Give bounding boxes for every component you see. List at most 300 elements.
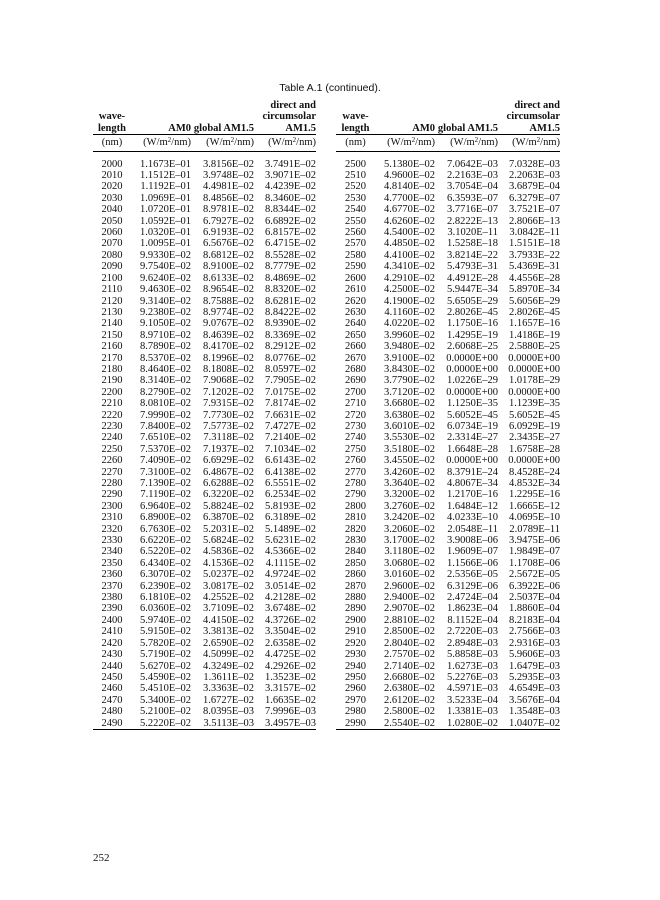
cell-wavelength: 2740 xyxy=(345,432,366,444)
cell-global: 1.6727E–02 xyxy=(202,694,254,706)
cell-direct: 4.4725E–02 xyxy=(264,649,316,661)
data-table-left xyxy=(93,100,316,730)
table-row xyxy=(336,387,560,398)
table-row xyxy=(93,398,316,409)
cell-wavelength: 2380 xyxy=(101,592,123,604)
cell-direct: 1.1239E–35 xyxy=(508,398,560,410)
cell-direct: 1.6665E–12 xyxy=(508,500,560,512)
cell-wavelength: 2210 xyxy=(101,398,123,410)
cell-wavelength: 2980 xyxy=(345,706,366,718)
cell-am0: 6.2390E–02 xyxy=(139,580,191,592)
cell-global: 8.7588E–02 xyxy=(202,295,254,307)
cell-direct: 2.5880E–25 xyxy=(508,341,560,353)
table-row xyxy=(336,478,560,489)
unit-direct: $(W/m^2/nm)$ xyxy=(254,135,316,151)
cell-global: 3.5233E–04 xyxy=(446,694,498,706)
cell-wavelength: 2690 xyxy=(345,375,366,387)
table-row xyxy=(336,626,560,637)
cell-wavelength: 2000 xyxy=(101,158,123,170)
cell-am0: 2.6680E–02 xyxy=(383,671,435,683)
cell-direct: 5.4369E–31 xyxy=(508,261,560,273)
cell-global: 1.1566E–06 xyxy=(446,557,498,569)
cell-global: 6.3129E–06 xyxy=(446,580,498,592)
cell-global: 8.1808E–02 xyxy=(202,363,254,375)
cell-am0: 6.9640E–02 xyxy=(139,500,191,512)
table-row xyxy=(93,603,316,614)
cell-direct: 2.5672E–05 xyxy=(508,569,560,581)
cell-global: 1.3381E–03 xyxy=(446,706,498,718)
cell-global: 7.0642E–03 xyxy=(446,158,498,170)
cell-direct: 6.2534E–02 xyxy=(264,489,316,501)
cell-global: 1.1750E–16 xyxy=(446,318,498,330)
cell-wavelength: 2550 xyxy=(345,215,366,227)
cell-wavelength: 2580 xyxy=(345,249,366,261)
cell-wavelength: 2240 xyxy=(101,432,123,444)
cell-global: 2.6068E–25 xyxy=(446,341,498,353)
cell-global: 1.6648E–28 xyxy=(446,443,498,455)
col-header-direct xyxy=(254,100,316,135)
cell-direct: 4.4239E–02 xyxy=(264,181,316,193)
cell-am0: 7.8400E–02 xyxy=(139,420,191,432)
cell-direct: 3.9475E–06 xyxy=(508,535,560,547)
cell-global: 1.2170E–16 xyxy=(446,489,498,501)
table-row xyxy=(93,261,316,272)
table-row xyxy=(93,718,316,730)
cell-direct: 1.6758E–28 xyxy=(508,443,560,455)
table-row xyxy=(93,638,316,649)
cell-wavelength: 2590 xyxy=(345,261,366,273)
units-row xyxy=(93,135,316,151)
cell-am0: 2.8040E–02 xyxy=(383,637,435,649)
cell-am0: 7.6510E–02 xyxy=(139,432,191,444)
col-header-am0: AM0 xyxy=(412,122,435,134)
cell-direct: 7.9996E–03 xyxy=(264,706,316,718)
cell-wavelength: 2070 xyxy=(101,238,123,250)
cell-wavelength: 2500 xyxy=(345,158,366,170)
table-row xyxy=(93,581,316,592)
cell-global: 5.6052E–45 xyxy=(446,409,498,421)
cell-am0: 7.5370E–02 xyxy=(139,443,191,455)
left-table-body xyxy=(93,159,316,730)
cell-am0: 1.0720E–01 xyxy=(139,204,191,216)
cell-direct: 1.0178E–29 xyxy=(508,375,560,387)
cell-direct: 8.9390E–02 xyxy=(264,318,316,330)
cell-wavelength: 2990 xyxy=(336,718,373,730)
cell-global: 3.5113E–03 xyxy=(191,718,254,730)
cell-direct: 6.5551E–02 xyxy=(264,478,316,489)
cell-wavelength: 2510 xyxy=(345,170,366,182)
cell-wavelength: 2190 xyxy=(101,375,123,387)
cell-am0: 3.6010E–02 xyxy=(383,420,435,432)
cell-global: 5.8858E–03 xyxy=(446,649,498,661)
cell-global: 6.9193E–02 xyxy=(202,227,254,239)
cell-wavelength: 2620 xyxy=(345,295,366,307)
table-row xyxy=(336,558,560,569)
table-row xyxy=(93,546,316,557)
cell-am0: 2.9070E–02 xyxy=(383,603,435,615)
table-row xyxy=(336,706,560,717)
cell-wavelength: 2870 xyxy=(345,580,366,592)
cell-global: 4.1536E–02 xyxy=(202,557,254,569)
cell-direct: 2.7566E–03 xyxy=(508,626,560,638)
table-row xyxy=(336,227,560,238)
cell-wavelength: 2350 xyxy=(101,557,123,569)
cell-am0: 3.9480E–02 xyxy=(383,341,435,353)
cell-wavelength: 2530 xyxy=(345,192,366,204)
cell-direct: 3.7933E–22 xyxy=(508,249,560,261)
cell-direct: 0.0000E+00 xyxy=(508,386,560,398)
cell-am0: 3.9100E–02 xyxy=(383,352,435,364)
cell-am0: 4.1900E–02 xyxy=(383,295,435,307)
table-row xyxy=(93,444,316,455)
cell-direct: 8.4869E–02 xyxy=(264,272,316,284)
cell-global: 5.4793E–31 xyxy=(446,261,498,273)
table-row xyxy=(336,250,560,261)
cell-direct: 6.6892E–02 xyxy=(264,215,316,227)
cell-direct: 5.6052E–45 xyxy=(508,409,560,421)
cell-direct: 4.1115E–02 xyxy=(265,557,316,569)
table-row xyxy=(336,603,560,614)
cell-wavelength: 2370 xyxy=(101,580,123,592)
cell-global: 1.5258E–18 xyxy=(446,238,498,250)
table-row xyxy=(336,341,560,352)
right-table-body xyxy=(336,159,560,730)
cell-am0: 8.3140E–02 xyxy=(139,375,191,387)
cell-direct: 7.8174E–02 xyxy=(264,398,316,410)
cell-am0: 8.5370E–02 xyxy=(139,352,191,364)
table-row xyxy=(93,478,316,489)
cell-direct: 5.6231E–02 xyxy=(264,535,316,547)
table-row xyxy=(336,592,560,603)
cell-am0: 2.7140E–02 xyxy=(383,660,435,672)
cell-global: 7.5773E–02 xyxy=(202,420,254,432)
cell-global: 1.0280E–02 xyxy=(435,718,498,730)
cell-direct: 8.7779E–02 xyxy=(264,261,316,273)
cell-wavelength: 2340 xyxy=(101,546,123,558)
cell-wavelength: 2630 xyxy=(345,306,366,318)
cell-global: 8.1996E–02 xyxy=(202,352,254,364)
wavelength-header-line1: wave- xyxy=(98,111,126,123)
cell-am0: 3.3640E–02 xyxy=(383,478,435,489)
cell-direct: 1.0407E–02 xyxy=(498,718,560,730)
cell-wavelength: 2600 xyxy=(345,272,366,284)
cell-am0: 3.7120E–02 xyxy=(383,386,435,398)
table-row xyxy=(336,661,560,672)
cell-wavelength: 2850 xyxy=(345,557,366,569)
cell-direct: 8.8422E–02 xyxy=(264,306,316,318)
cell-wavelength: 2300 xyxy=(101,500,123,512)
cell-wavelength: 2050 xyxy=(101,215,123,227)
cell-direct: 6.3189E–02 xyxy=(264,512,316,524)
direct-header-line1: direct and xyxy=(514,100,560,111)
cell-am0: 3.4550E–02 xyxy=(383,455,435,467)
table-caption: Table A.1 (continued). xyxy=(279,82,381,94)
cell-am0: 8.0810E–02 xyxy=(139,398,191,410)
table-row xyxy=(93,170,316,181)
cell-wavelength: 2810 xyxy=(345,512,366,524)
cell-am0: 7.3100E–02 xyxy=(139,466,191,478)
table-row xyxy=(93,626,316,637)
cell-global: 1.4295E–19 xyxy=(446,329,498,341)
table-row xyxy=(93,535,316,546)
cell-direct: 6.6143E–02 xyxy=(264,455,316,467)
cell-am0: 1.0095E–01 xyxy=(139,238,191,250)
table-row xyxy=(336,261,560,272)
table-row xyxy=(93,216,316,227)
cell-global: 3.3813E–02 xyxy=(202,626,254,638)
cell-wavelength: 2570 xyxy=(345,238,366,250)
cell-direct: 4.9724E–02 xyxy=(264,569,316,581)
cell-am0: 7.1190E–02 xyxy=(140,489,191,501)
table-row xyxy=(93,489,316,500)
cell-global: 4.5836E–02 xyxy=(202,546,254,558)
col-header-wavelength xyxy=(93,100,129,135)
table-row xyxy=(336,489,560,500)
cell-wavelength: 2770 xyxy=(345,466,366,478)
wavelength-header-line2: length xyxy=(341,122,370,134)
cell-wavelength: 2790 xyxy=(345,489,366,501)
cell-wavelength: 2900 xyxy=(345,614,366,626)
cell-global: 5.9447E–34 xyxy=(446,284,498,296)
cell-direct: 6.4715E–02 xyxy=(264,238,316,250)
page-number: 252 xyxy=(93,852,110,864)
cell-am0: 4.9600E–02 xyxy=(383,170,435,182)
cell-global: 6.3593E–07 xyxy=(446,192,498,204)
table-row xyxy=(336,672,560,683)
table-row xyxy=(336,238,560,249)
table-row xyxy=(93,284,316,295)
cell-direct: 8.2912E–02 xyxy=(264,341,316,353)
table-row xyxy=(336,375,560,386)
cell-am0: 2.6120E–02 xyxy=(383,694,435,706)
cell-global: 2.8948E–03 xyxy=(446,637,498,649)
cell-direct: 4.5366E–02 xyxy=(264,546,316,558)
cell-am0: 1.1512E–01 xyxy=(139,170,191,182)
cell-wavelength: 2320 xyxy=(101,523,123,535)
cell-direct: 4.3726E–02 xyxy=(264,614,316,626)
table-row xyxy=(336,615,560,626)
cell-wavelength: 2020 xyxy=(101,181,123,193)
cell-global: 5.6824E–02 xyxy=(202,535,254,547)
cell-wavelength: 2750 xyxy=(345,443,366,455)
cell-am0: 1.1192E–01 xyxy=(140,181,191,193)
table-row xyxy=(336,512,560,523)
table-row xyxy=(93,273,316,284)
cell-global: 2.8222E–13 xyxy=(446,215,498,227)
cell-wavelength: 2860 xyxy=(345,569,366,581)
cell-direct: 1.6479E–03 xyxy=(508,660,560,672)
cell-global: 4.4912E–28 xyxy=(446,272,498,284)
direct-header-line1: direct and xyxy=(270,100,316,111)
cell-direct: 6.8157E–02 xyxy=(264,227,316,239)
cell-global: 1.0226E–29 xyxy=(446,375,498,387)
cell-am0: 4.8140E–02 xyxy=(383,181,435,193)
unit-wavelength: (nm) xyxy=(93,135,129,151)
cell-am0: 1.0592E–01 xyxy=(139,215,191,227)
cell-wavelength: 2180 xyxy=(101,363,123,375)
cell-wavelength: 2390 xyxy=(101,603,123,615)
cell-global: 8.4639E–02 xyxy=(202,329,254,341)
table-row xyxy=(336,296,560,307)
cell-wavelength: 2130 xyxy=(101,306,123,318)
col-header-am0: AM0 xyxy=(168,122,191,134)
table-row xyxy=(93,706,316,717)
cell-am0: 3.6380E–02 xyxy=(383,409,435,421)
table-row xyxy=(93,569,316,580)
cell-wavelength: 2520 xyxy=(345,181,366,193)
cell-wavelength: 2670 xyxy=(345,352,366,364)
unit-am0: $(W/m^2/nm)$ xyxy=(373,135,435,151)
cell-am0: 2.6380E–02 xyxy=(383,683,435,695)
cell-wavelength: 2910 xyxy=(345,626,366,638)
cell-am0: 6.7630E–02 xyxy=(139,523,191,535)
cell-direct: 8.0776E–02 xyxy=(264,352,316,364)
cell-am0: 6.8900E–02 xyxy=(139,512,191,524)
cell-wavelength: 2400 xyxy=(101,614,123,626)
cell-global: 3.0817E–02 xyxy=(202,580,254,592)
table-row xyxy=(93,364,316,375)
cell-global: 1.8623E–04 xyxy=(446,603,498,615)
cell-wavelength: 2260 xyxy=(101,455,123,467)
table-row xyxy=(336,501,560,512)
cell-am0: 5.2220E–02 xyxy=(129,718,191,730)
cell-wavelength: 2200 xyxy=(101,386,123,398)
table-row xyxy=(336,546,560,557)
cell-am0: 9.7540E–02 xyxy=(139,261,191,273)
cell-am0: 5.9150E–02 xyxy=(139,626,191,638)
cell-wavelength: 2820 xyxy=(345,523,366,535)
table-row xyxy=(336,307,560,318)
cell-wavelength: 2490 xyxy=(93,718,129,730)
cell-am0: 5.7820E–02 xyxy=(139,637,191,649)
cell-direct: 7.7905E–02 xyxy=(264,375,316,387)
cell-direct: 3.6879E–04 xyxy=(508,181,560,193)
cell-wavelength: 2290 xyxy=(101,489,123,501)
cell-am0: 3.1700E–02 xyxy=(383,535,435,547)
table-row xyxy=(93,672,316,683)
table-row xyxy=(336,193,560,204)
cell-global: 2.2163E–03 xyxy=(446,170,498,182)
cell-direct: 3.6748E–02 xyxy=(264,603,316,615)
cell-direct: 6.3279E–07 xyxy=(508,192,560,204)
cell-direct: 4.6549E–03 xyxy=(508,683,560,695)
cell-wavelength: 2150 xyxy=(101,329,123,341)
cell-am0: 9.4630E–02 xyxy=(139,284,191,296)
cell-am0: 3.2760E–02 xyxy=(383,500,435,512)
cell-am0: 5.4510E–02 xyxy=(139,683,191,695)
cell-global: 7.1937E–02 xyxy=(202,443,254,455)
cell-direct: 4.0695E–10 xyxy=(508,512,560,524)
cell-global: 3.3363E–02 xyxy=(202,683,254,695)
cell-direct: 1.3523E–02 xyxy=(264,671,316,683)
cell-am0: 6.4340E–02 xyxy=(139,557,191,569)
cell-wavelength: 2890 xyxy=(345,603,366,615)
cell-global: 6.6929E–02 xyxy=(202,455,254,467)
table-row xyxy=(336,330,560,341)
cell-wavelength: 2660 xyxy=(345,341,366,353)
cell-global: 8.4856E–02 xyxy=(202,192,254,204)
cell-global: 8.9781E–02 xyxy=(202,204,254,216)
cell-am0: 6.5220E–02 xyxy=(139,546,191,558)
table-row xyxy=(93,353,316,364)
direct-header-line2: circumsolar xyxy=(506,111,560,123)
cell-global: 2.5356E–05 xyxy=(446,569,498,581)
table-row xyxy=(93,421,316,432)
cell-wavelength: 2040 xyxy=(101,204,123,216)
cell-am0: 2.9600E–02 xyxy=(383,580,435,592)
cell-global: 3.7716E–07 xyxy=(446,204,498,216)
wavelength-header-line1: wave- xyxy=(342,111,369,123)
cell-direct: 5.9606E–03 xyxy=(508,649,560,661)
cell-am0: 3.2420E–02 xyxy=(383,512,435,524)
cell-direct: 8.0597E–02 xyxy=(264,363,316,375)
table-row xyxy=(336,398,560,409)
cell-direct: 3.4957E–03 xyxy=(254,718,316,730)
cell-global: 8.3791E–24 xyxy=(446,466,498,478)
cell-wavelength: 2080 xyxy=(101,249,123,261)
cell-global: 8.6133E–02 xyxy=(202,272,254,284)
cell-am0: 2.8500E–02 xyxy=(383,626,435,638)
table-row xyxy=(93,204,316,215)
cell-wavelength: 2640 xyxy=(345,318,366,330)
direct-header-line2: circumsolar xyxy=(262,111,316,123)
table-row xyxy=(93,238,316,249)
cell-wavelength: 2120 xyxy=(101,295,123,307)
cell-am0: 4.6770E–02 xyxy=(383,204,435,216)
cell-global: 6.0734E–19 xyxy=(446,420,498,432)
cell-wavelength: 2140 xyxy=(101,318,123,330)
cell-direct: 1.8860E–04 xyxy=(508,603,560,615)
table-row xyxy=(93,387,316,398)
cell-am0: 5.6270E–02 xyxy=(139,660,191,672)
cell-am0: 8.2790E–02 xyxy=(139,386,191,398)
cell-global: 7.7730E–02 xyxy=(202,409,254,421)
cell-global: 5.8824E–02 xyxy=(202,500,254,512)
cell-am0: 6.1810E–02 xyxy=(139,592,191,604)
unit-global: $(W/m^2/nm)$ xyxy=(191,135,254,151)
unit-wavelength: (nm) xyxy=(336,135,373,151)
cell-wavelength: 2250 xyxy=(101,443,123,455)
cell-direct: 2.8026E–45 xyxy=(508,306,560,318)
cell-am0: 3.5530E–02 xyxy=(383,432,435,444)
table-row xyxy=(336,159,560,170)
cell-global: 5.6505E–29 xyxy=(446,295,498,307)
cell-direct: 1.6635E–02 xyxy=(264,694,316,706)
table-row xyxy=(336,444,560,455)
cell-am0: 8.7890E–02 xyxy=(139,341,191,353)
cell-wavelength: 2230 xyxy=(101,420,123,432)
cell-am0: 5.7190E–02 xyxy=(139,649,191,661)
table-row xyxy=(336,353,560,364)
cell-am0: 6.6220E–02 xyxy=(139,535,191,547)
table-row xyxy=(336,455,560,466)
cell-global: 3.7109E–02 xyxy=(202,603,254,615)
cell-direct: 3.5676E–04 xyxy=(508,694,560,706)
cell-am0: 5.3400E–02 xyxy=(139,694,191,706)
cell-direct: 3.3504E–02 xyxy=(264,626,316,638)
col-header-global: global AM1.5 xyxy=(437,122,498,134)
cell-am0: 5.9740E–02 xyxy=(139,614,191,626)
table-row xyxy=(336,421,560,432)
cell-wavelength: 2440 xyxy=(101,660,123,672)
table-row xyxy=(93,375,316,386)
cell-am0: 5.2100E–02 xyxy=(139,706,191,718)
cell-global: 4.5099E–02 xyxy=(202,649,254,661)
cell-global: 3.8156E–02 xyxy=(202,158,254,170)
cell-am0: 8.9710E–02 xyxy=(139,329,191,341)
cell-global: 8.6812E–02 xyxy=(202,249,254,261)
cell-wavelength: 2460 xyxy=(101,683,123,695)
